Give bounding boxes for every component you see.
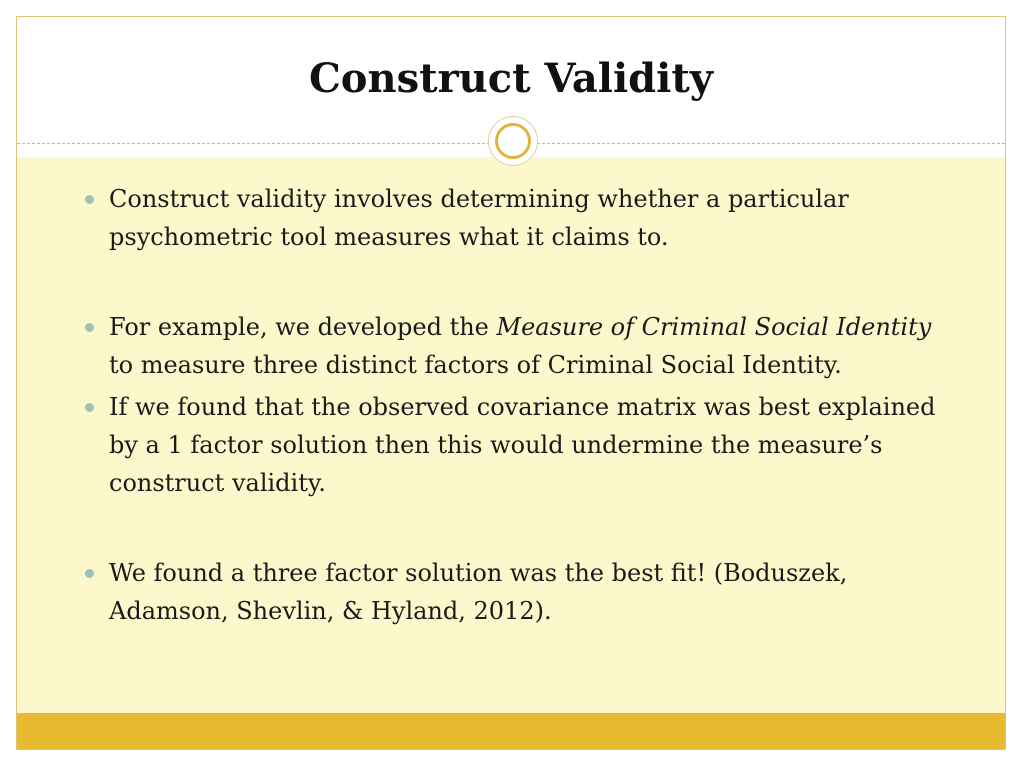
bullet-dot-icon (85, 569, 94, 578)
bullet-text-after: to measure three distinct factors of Criminal Social Identity. (109, 351, 842, 379)
bullet-text: We found a three factor solution was the best fit! (Boduszek, Adamson, Shevlin, & Hyland, 2012). (109, 559, 848, 625)
bullet-text: Construct validity involves determining whether a particular psychometric tool measures what it claims to. (109, 185, 849, 251)
bullet-item-2 (79, 308, 959, 384)
bullet-dot-icon (85, 323, 94, 332)
bullet-item-1 (79, 180, 959, 256)
ornament-ring (495, 123, 531, 159)
bullet-dot-icon (85, 195, 94, 204)
bullet-list (79, 180, 959, 630)
bullet-item-3 (79, 388, 959, 502)
slide-title: Construct Validity (308, 55, 714, 102)
bullet-text: If we found that the observed covariance matrix was best explained by a 1 factor solution then this would undermine the measure’s construct validity. (109, 393, 936, 497)
bullet-text-emphasis: Measure of Criminal Social Identity (496, 313, 932, 341)
slide (16, 16, 1006, 750)
bullet-text-before: For example, we developed the (109, 313, 497, 341)
bullet-item-4 (79, 554, 959, 630)
bullet-dot-icon (85, 403, 94, 412)
footer-bar (17, 713, 1005, 749)
circle-ornament-icon (488, 116, 538, 166)
